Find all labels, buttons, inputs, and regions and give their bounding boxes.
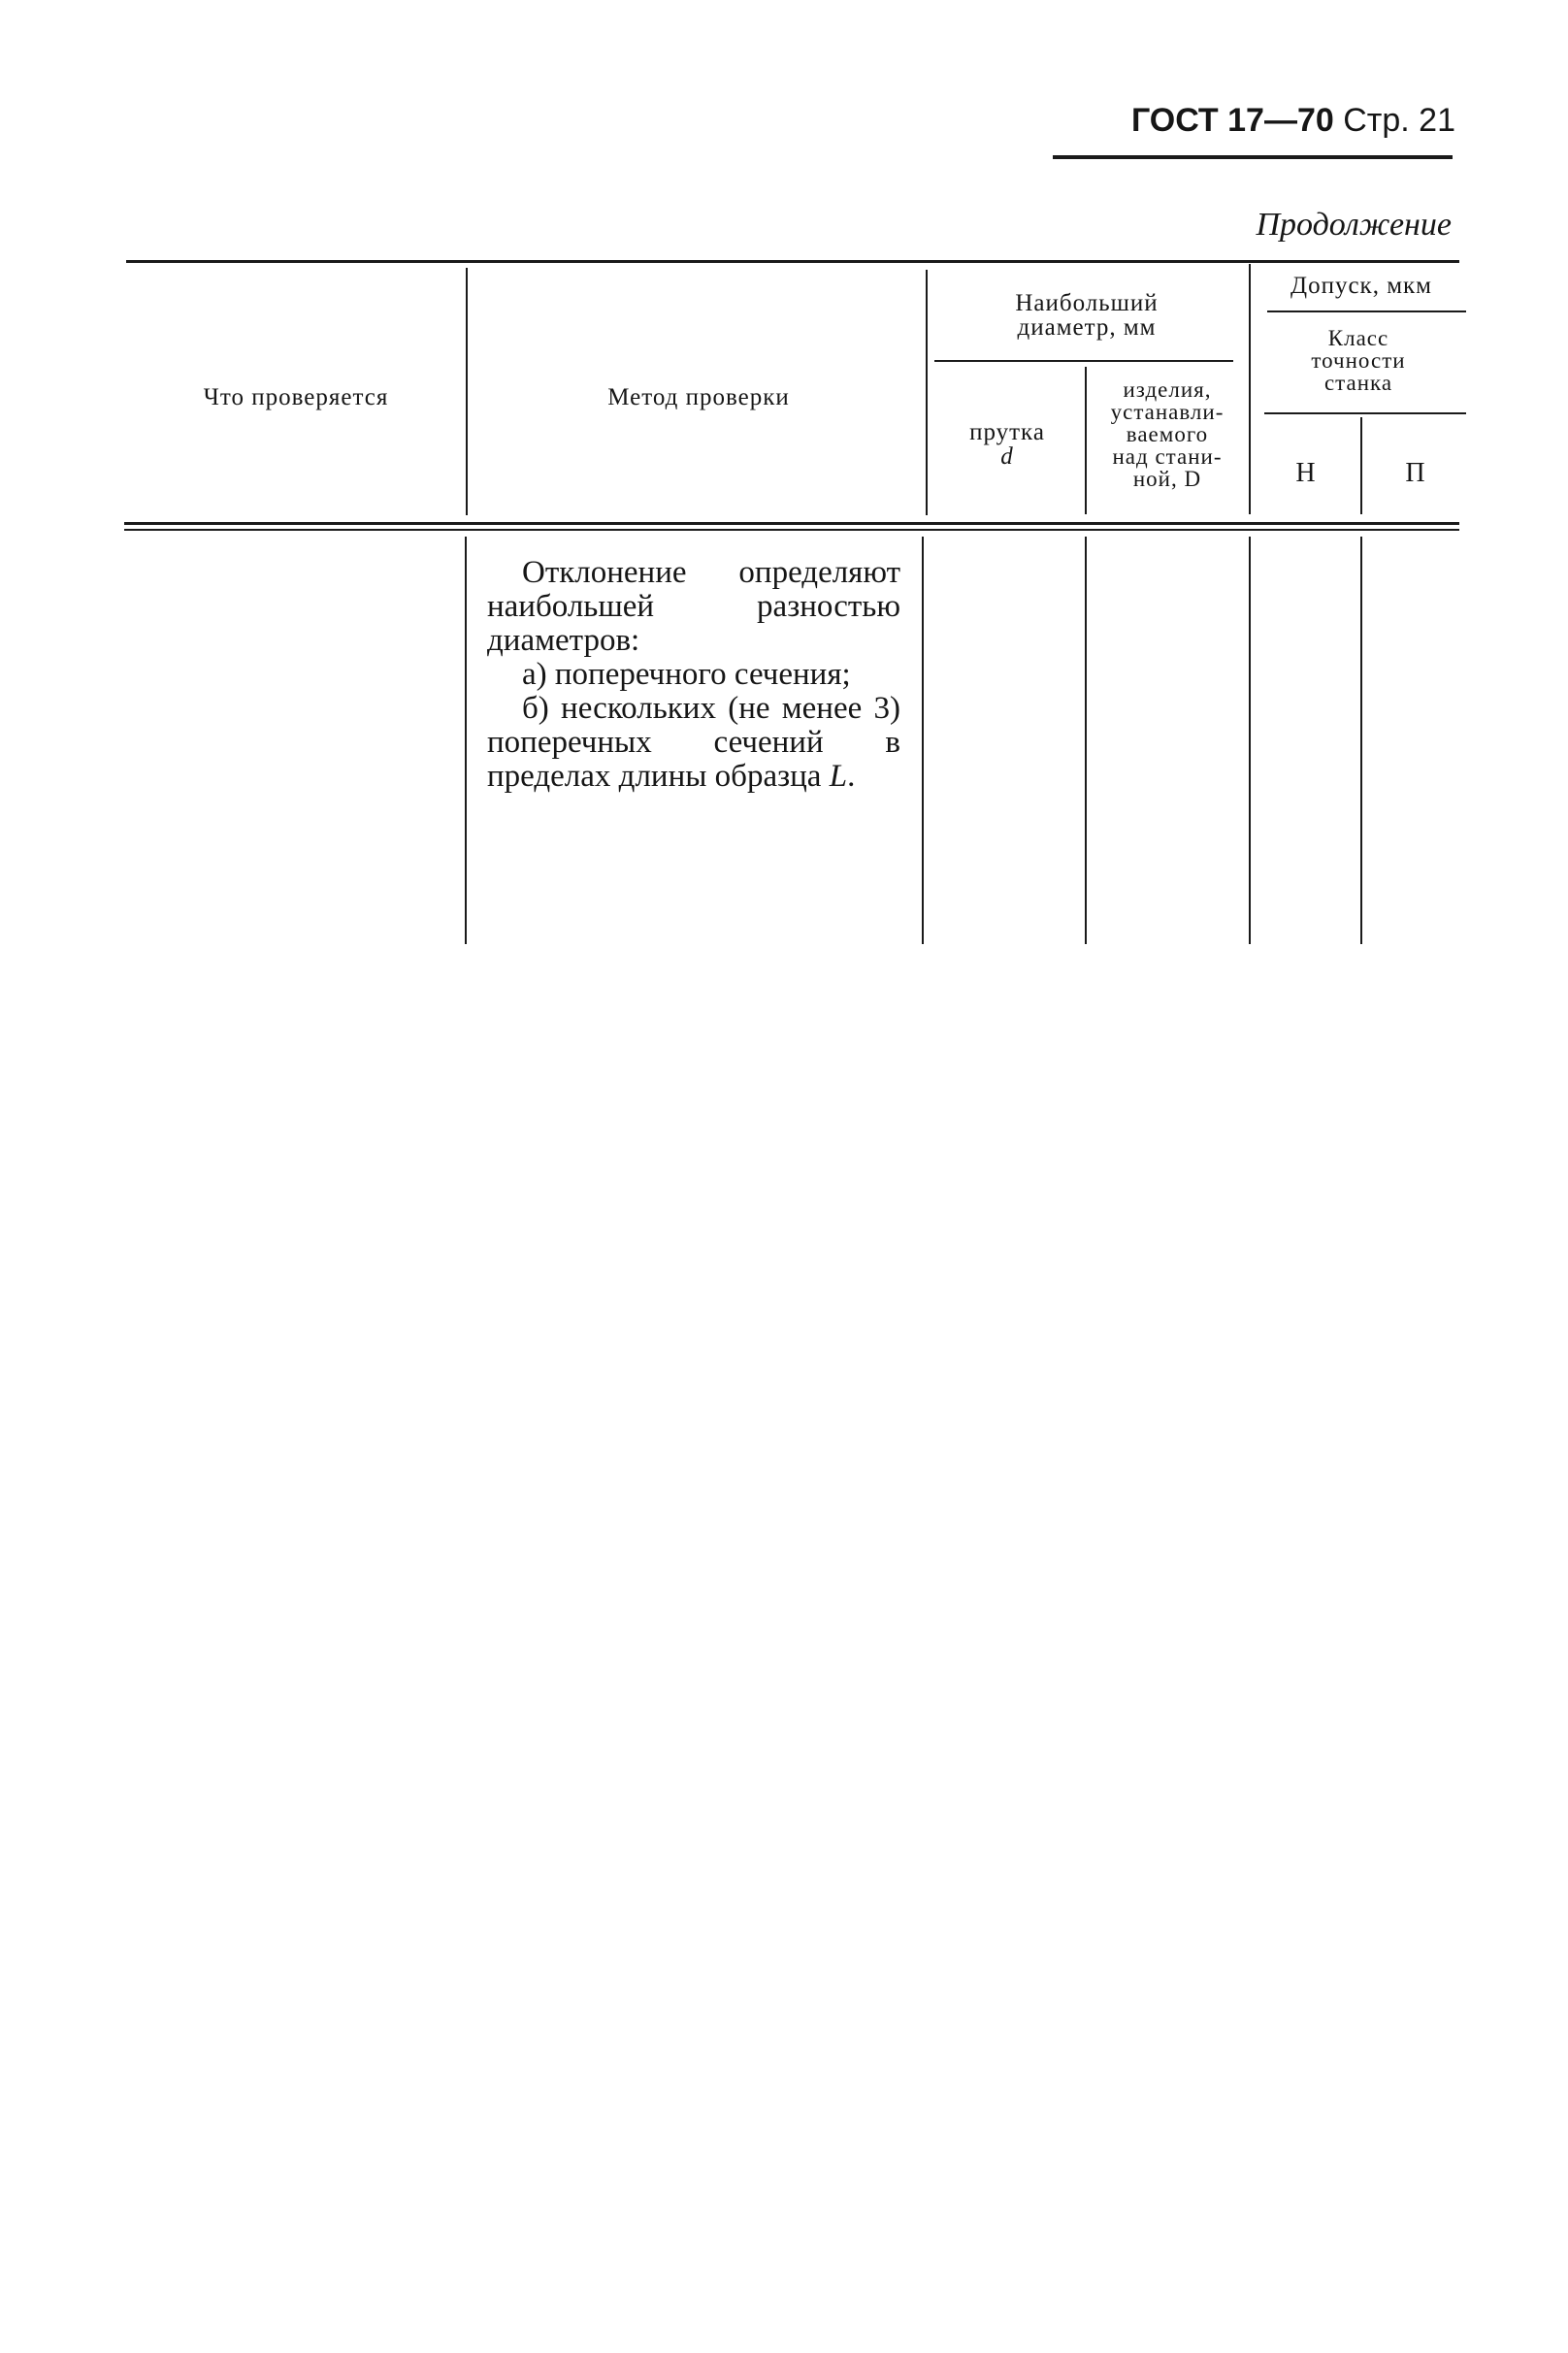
method-item-a: а) поперечного сечения; xyxy=(522,657,851,692)
class-line2: точности xyxy=(1311,348,1406,373)
col-class-p: П xyxy=(1405,458,1426,488)
col-tolerance: Допуск, мкм xyxy=(1290,273,1432,299)
bar-line1: прутка xyxy=(969,419,1045,445)
class-line1: Класс xyxy=(1327,326,1389,350)
header-divider-2 xyxy=(926,270,928,515)
col-class-n: Н xyxy=(1295,458,1317,488)
table-top-rule xyxy=(126,260,1459,263)
method-item-b-text: б) нескольких (не менее 3) поперечных сечений в пределах длины образца xyxy=(487,691,900,794)
method-item-b-end: . xyxy=(847,759,856,794)
body-divider-1 xyxy=(465,537,467,944)
header-divider-1 xyxy=(466,268,468,515)
col-bar-diameter xyxy=(931,420,1083,469)
max-diameter-line1: Наибольший xyxy=(1015,290,1159,316)
header-divider-4 xyxy=(1249,264,1251,514)
method-item-b xyxy=(487,692,900,794)
workpiece-line4: над стани- xyxy=(1112,444,1223,469)
sample-length-symbol: L xyxy=(829,759,848,794)
continuation-label: Продолжение xyxy=(1256,207,1452,243)
class-subrule xyxy=(1264,412,1466,414)
workpiece-line2: устанавли- xyxy=(1110,400,1225,424)
col-workpiece-diameter xyxy=(1087,378,1248,490)
header-bottom-rule-2 xyxy=(124,529,1459,531)
method-cell xyxy=(487,556,900,794)
body-divider-5 xyxy=(1360,537,1362,944)
max-diameter-line2: диаметр, мм xyxy=(1017,314,1157,341)
max-diameter-subrule xyxy=(934,360,1233,362)
page-number: Стр. 21 xyxy=(1343,102,1455,139)
standard-number: ГОСТ 17—70 xyxy=(1130,102,1334,139)
body-divider-4 xyxy=(1249,537,1251,944)
header-bottom-rule-1 xyxy=(124,522,1459,525)
tolerance-subrule xyxy=(1267,310,1466,312)
page-header xyxy=(1048,101,1455,140)
col-max-diameter xyxy=(931,291,1242,340)
class-line3: станка xyxy=(1323,371,1393,395)
body-divider-3 xyxy=(1085,537,1087,944)
method-intro: Отклонение определяют наибольшей разностью диаметров: xyxy=(487,555,900,658)
col-what-checked: Что проверяется xyxy=(203,384,389,410)
header-rule xyxy=(1053,155,1453,159)
col-method: Метод проверки xyxy=(607,384,790,410)
body-divider-2 xyxy=(922,537,924,944)
workpiece-line5: ной, D xyxy=(1132,467,1202,491)
bar-symbol: d xyxy=(1000,443,1014,470)
col-accuracy-class xyxy=(1257,327,1460,394)
workpiece-line1: изделия, xyxy=(1123,377,1212,402)
workpiece-line3: ваемого xyxy=(1126,422,1209,446)
